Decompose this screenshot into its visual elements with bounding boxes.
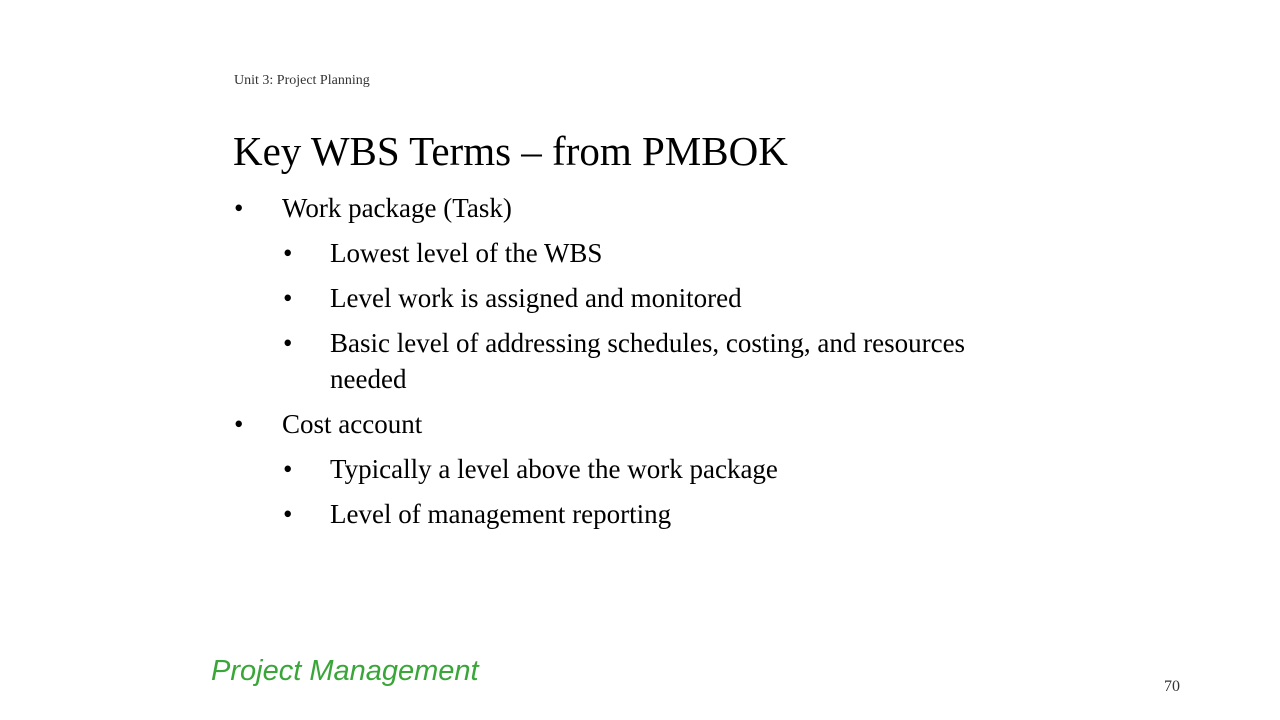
bullet-text: Lowest level of the WBS [330, 238, 603, 268]
bullet-icon: • [283, 283, 293, 313]
bullet-text: Typically a level above the work package [330, 454, 778, 484]
sub-bullet-item [234, 451, 994, 487]
sub-bullet-item [234, 496, 994, 532]
bullet-icon: • [283, 328, 293, 358]
bullet-icon: • [283, 499, 293, 529]
bullet-item [234, 406, 994, 442]
bullet-icon: • [283, 454, 293, 484]
bullet-text: Basic level of addressing schedules, costing, and resources needed [330, 328, 966, 394]
bullet-text: Level work is assigned and monitored [330, 283, 742, 313]
bullet-list [234, 190, 994, 532]
bullet-item [234, 190, 994, 226]
course-name: Project Management [211, 655, 479, 687]
sub-bullet-item [234, 280, 994, 316]
unit-header: Unit 3: Project Planning [234, 73, 370, 88]
bullet-text: Work package (Task) [282, 193, 512, 223]
sub-bullet-item [234, 325, 994, 397]
bullet-icon: • [283, 238, 293, 268]
bullet-icon: • [234, 193, 244, 223]
bullet-text: Level of management reporting [330, 499, 672, 529]
sub-bullet-item [234, 235, 994, 271]
bullet-text: Cost account [282, 409, 423, 439]
bullet-icon: • [234, 409, 244, 439]
page-number: 70 [1164, 678, 1180, 695]
slide-title: Key WBS Terms – from PMBOK [233, 128, 788, 174]
